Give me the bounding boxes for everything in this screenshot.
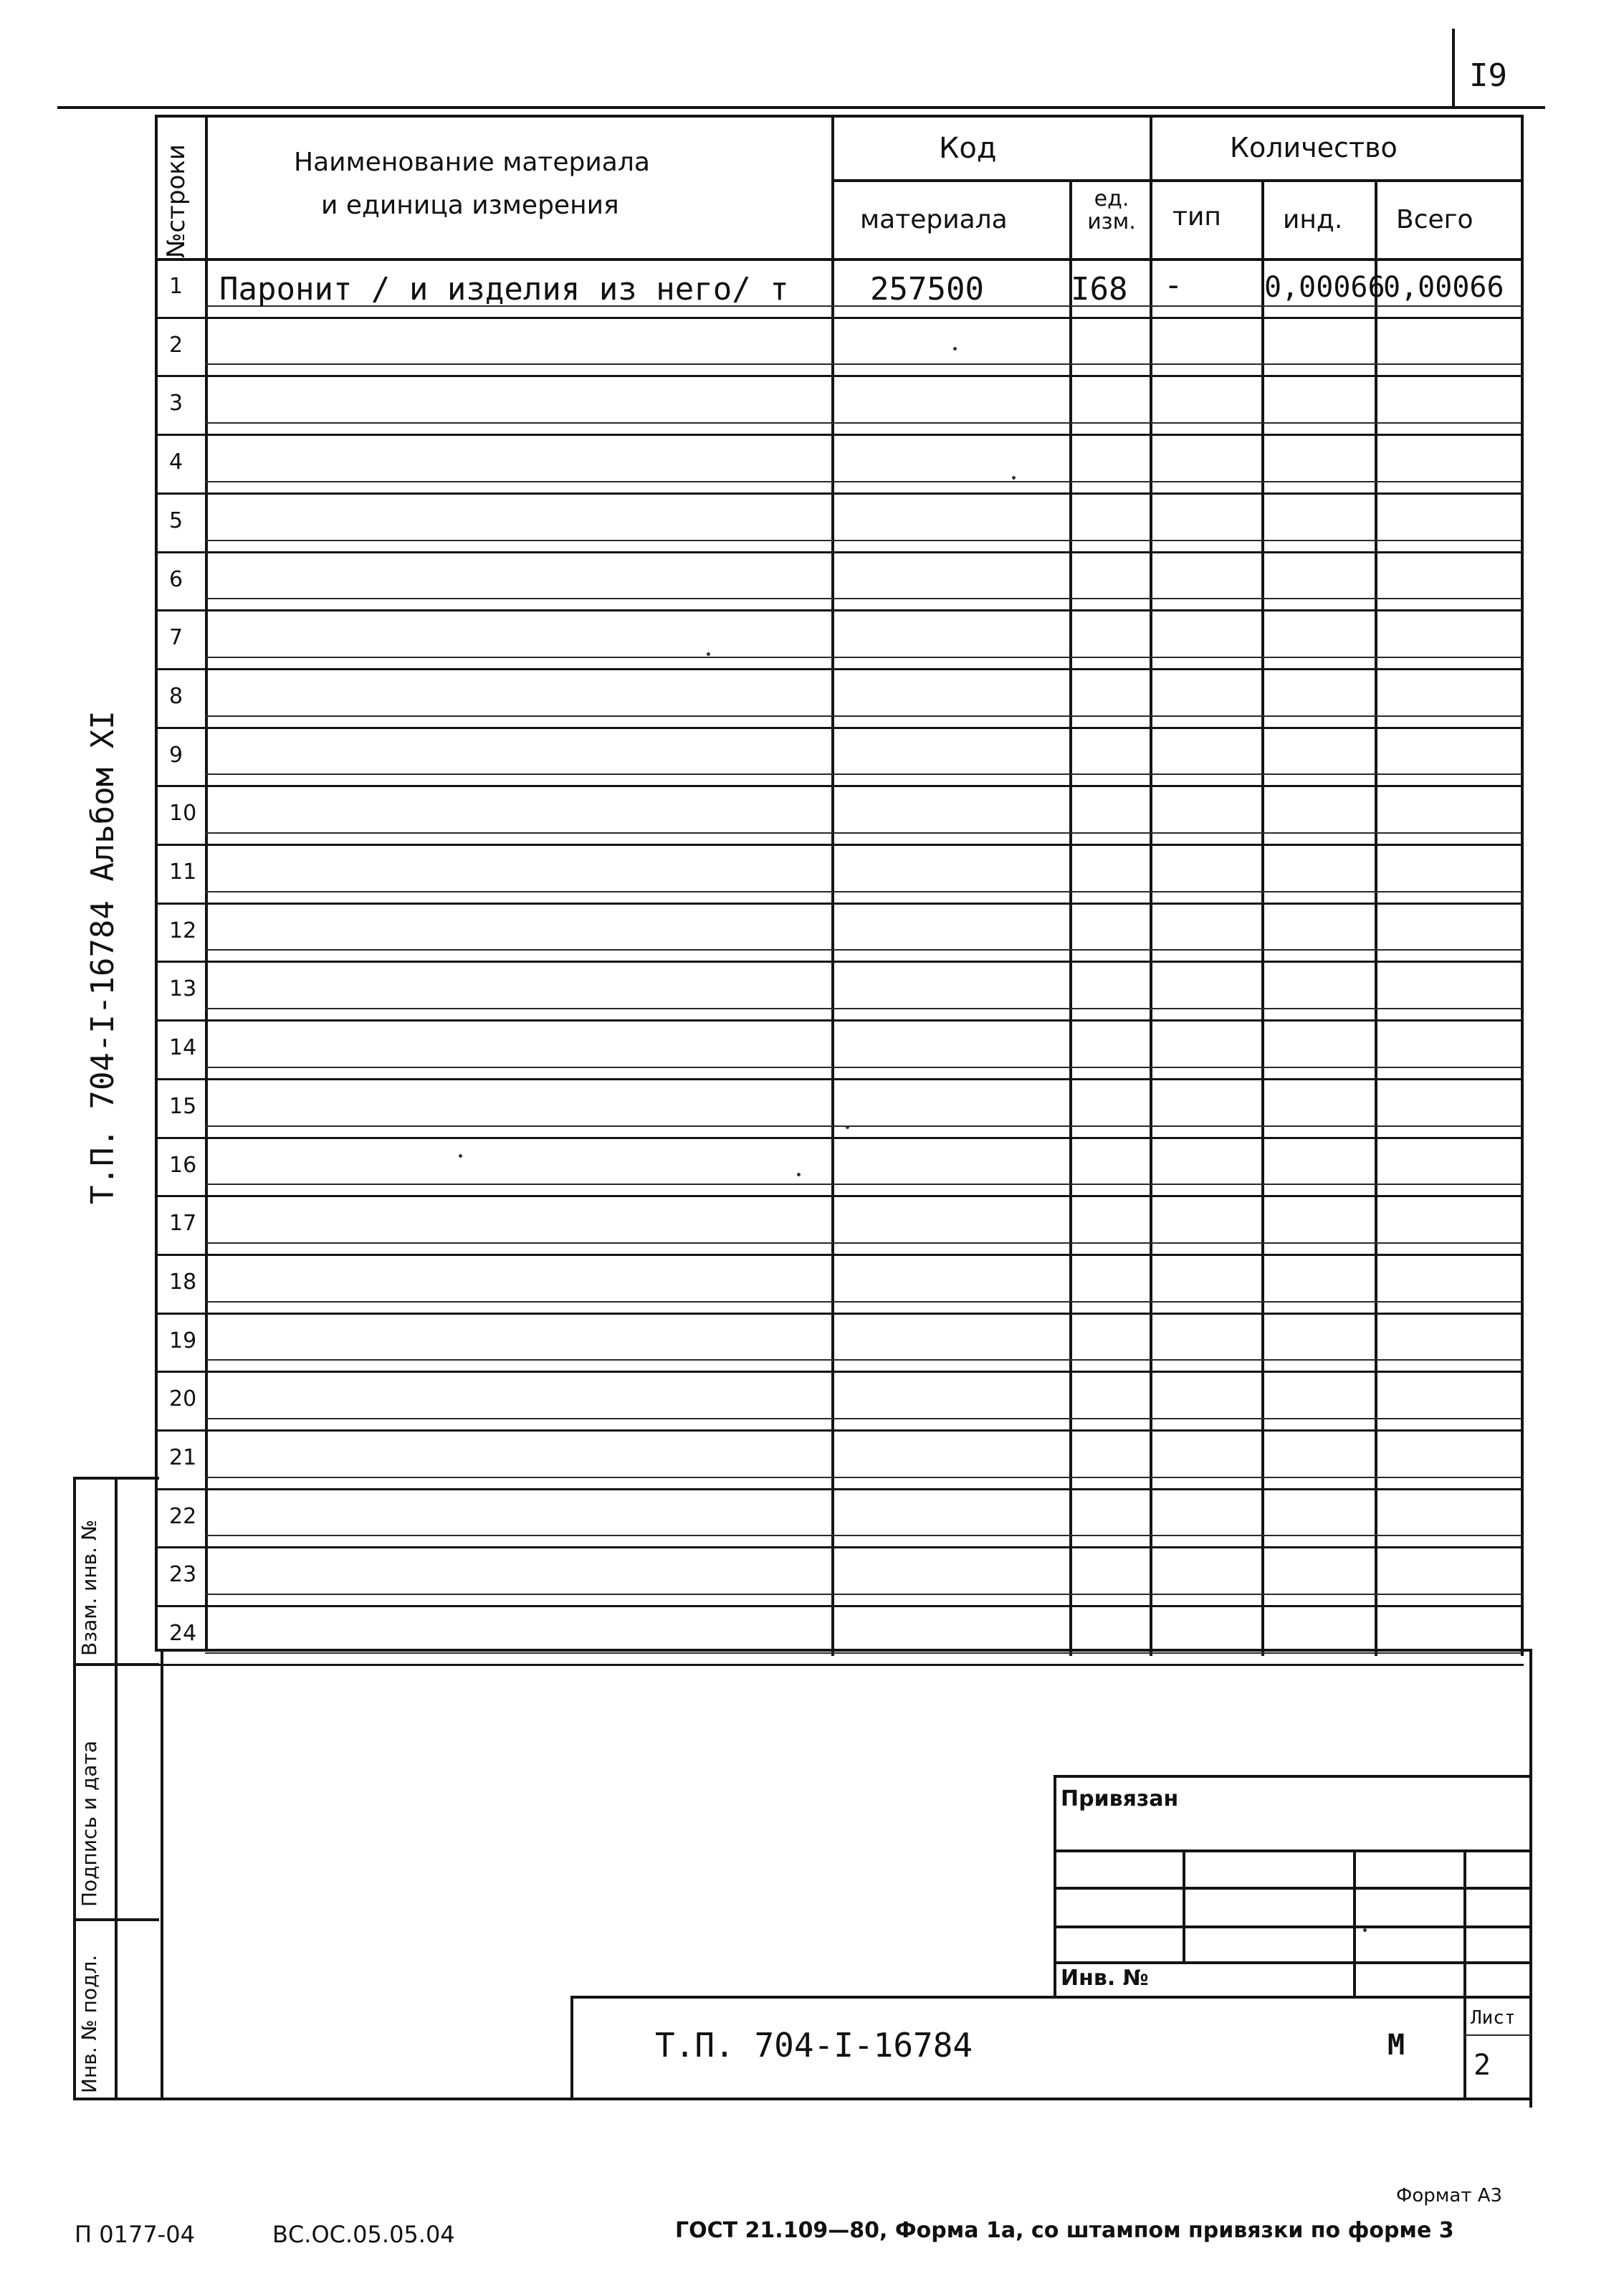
row-divider xyxy=(155,609,1524,611)
row-divider xyxy=(155,317,1524,319)
row-subrule xyxy=(205,1477,1521,1478)
row-divider xyxy=(155,844,1524,846)
row-number: 6 xyxy=(169,567,183,592)
stamp-letter: М xyxy=(1387,2029,1405,2062)
row-number: 23 xyxy=(169,1562,197,1587)
row-1-total: 0,00066 xyxy=(1383,271,1504,304)
stamp-title: Т.П. 704-I-16784 xyxy=(655,2026,973,2065)
row-subrule xyxy=(205,598,1521,599)
row-number: 21 xyxy=(169,1445,197,1470)
margin-podpis: Подпись и дата xyxy=(77,1741,101,1907)
row-subrule xyxy=(205,891,1521,892)
margin-inv-podl: Инв. № подл. xyxy=(77,1954,101,2093)
row-subrule xyxy=(205,540,1521,541)
row-subrule xyxy=(205,949,1521,951)
header-code: Код xyxy=(939,132,997,165)
row-number: 4 xyxy=(169,449,183,475)
bind-stamp-row2 xyxy=(1054,1887,1529,1890)
row-subrule xyxy=(205,1184,1521,1185)
row-subrule xyxy=(205,1594,1521,1595)
stamp-inv-no: Инв. № xyxy=(1061,1966,1149,1991)
bind-stamp-col2 xyxy=(1353,1849,1356,1997)
margin-stamp-top xyxy=(73,1477,159,1480)
bind-stamp-col3 xyxy=(1463,1849,1466,1997)
header-code-material: материала xyxy=(860,205,1008,234)
row-number: 13 xyxy=(169,976,197,1001)
margin-stamp-left xyxy=(73,1477,76,2100)
row-divider xyxy=(155,492,1524,495)
row-number: 18 xyxy=(169,1270,197,1295)
bind-stamp-col1 xyxy=(1183,1849,1185,1961)
row-subrule xyxy=(205,773,1521,775)
scan-speck xyxy=(953,347,957,351)
row-number: 14 xyxy=(169,1035,197,1060)
scan-speck xyxy=(1363,1928,1367,1932)
row-divider xyxy=(155,668,1524,670)
table-top-border xyxy=(155,115,1524,118)
header-bottom-line xyxy=(155,258,1524,261)
scan-speck xyxy=(1012,476,1016,480)
margin-stamp-mid xyxy=(115,1477,118,2100)
row-number: 5 xyxy=(169,508,183,533)
row-divider xyxy=(155,1488,1524,1490)
row-1-type: - xyxy=(1164,267,1183,303)
row-divider xyxy=(155,375,1524,377)
bind-stamp-top xyxy=(1054,1775,1529,1778)
col-sep-code xyxy=(1069,179,1072,1656)
row-number: 16 xyxy=(169,1153,197,1178)
row-subrule xyxy=(205,363,1521,365)
col-sep-type xyxy=(1261,179,1264,1656)
row-number: 20 xyxy=(169,1386,197,1411)
row-number: 3 xyxy=(169,391,183,416)
row-number: 15 xyxy=(169,1094,197,1119)
row-divider xyxy=(155,551,1524,553)
row-subrule xyxy=(205,1301,1521,1303)
footer-format: Формат А3 xyxy=(1396,2185,1503,2206)
stamp-sheet-label: Лист xyxy=(1471,2007,1516,2029)
header-quantity: Количество xyxy=(1230,132,1398,163)
col-sep-name xyxy=(831,115,834,1656)
row-1-ind: 0,00066 xyxy=(1264,271,1385,304)
header-split-line xyxy=(831,179,1521,182)
row-subrule xyxy=(205,832,1521,834)
header-qty-total: Всего xyxy=(1396,205,1473,234)
row-number: 8 xyxy=(169,684,183,709)
row-divider xyxy=(155,1254,1524,1256)
row-1-unit: I68 xyxy=(1071,271,1128,308)
row-number: 1 xyxy=(169,274,183,299)
row-divider xyxy=(155,1546,1524,1548)
bind-stamp-row1 xyxy=(1054,1849,1529,1852)
row-subrule xyxy=(205,1008,1521,1009)
row-1-code: 257500 xyxy=(870,271,984,308)
table-bottom-line xyxy=(155,1649,1531,1652)
row-divider xyxy=(155,1429,1524,1432)
title-block-sheet-sep xyxy=(1463,1996,1466,2100)
page-number: I9 xyxy=(1469,57,1507,94)
row-number: 9 xyxy=(169,743,183,768)
scan-speck xyxy=(797,1173,801,1176)
row-divider xyxy=(155,903,1524,905)
page-top-line xyxy=(57,106,1455,109)
row-divider xyxy=(155,1019,1524,1022)
title-block-top xyxy=(570,1996,1531,1999)
header-name-line2: и единица измерения xyxy=(321,191,619,220)
table-right-border xyxy=(1521,115,1524,1656)
row-divider xyxy=(155,785,1524,787)
row-number: 22 xyxy=(169,1504,197,1529)
margin-vzam: Взам. инв. № xyxy=(77,1519,101,1656)
table-left-border xyxy=(155,115,158,1649)
header-code-unit: ед. изм. xyxy=(1087,186,1136,234)
row-subrule xyxy=(205,1067,1521,1068)
row-subrule xyxy=(205,1418,1521,1419)
row-subrule xyxy=(205,715,1521,717)
stamp-sheet-value: 2 xyxy=(1473,2049,1491,2082)
stamp-privyazan: Привязан xyxy=(1061,1786,1179,1811)
frame-right-lower xyxy=(1529,1649,1532,2108)
row-number: 24 xyxy=(169,1621,197,1646)
row-subrule xyxy=(205,1535,1521,1536)
footer-mid-code: ВС.ОС.05.05.04 xyxy=(272,2221,455,2248)
row-subrule xyxy=(205,1242,1521,1244)
row-subrule xyxy=(205,422,1521,424)
page-number-box-left xyxy=(1452,29,1455,108)
row-divider xyxy=(155,1664,1524,1666)
row-divider xyxy=(155,434,1524,436)
row-number: 7 xyxy=(169,625,183,650)
header-qty-type: тип xyxy=(1172,202,1221,232)
page-number-box-bottom xyxy=(1452,106,1545,109)
frame-bottom-line xyxy=(73,2098,1532,2100)
row-subrule xyxy=(205,1125,1521,1127)
header-name-line1: Наименование материала xyxy=(294,148,650,177)
side-title: Т.П. 704-I-16784 Альбом XI xyxy=(85,710,121,1204)
row-subrule xyxy=(205,1359,1521,1361)
row-divider xyxy=(155,961,1524,963)
header-row-no: №строки xyxy=(162,144,191,258)
row-divider xyxy=(155,1078,1524,1080)
row-divider xyxy=(155,1313,1524,1315)
row-divider xyxy=(155,1195,1524,1197)
row-subrule xyxy=(205,1652,1521,1654)
row-divider xyxy=(155,1137,1524,1139)
bind-stamp-row3 xyxy=(1054,1925,1529,1928)
header-qty-ind: инд. xyxy=(1283,205,1343,234)
bind-stamp-row4 xyxy=(1054,1961,1529,1964)
col-sep-unit xyxy=(1150,115,1152,1656)
row-number: 10 xyxy=(169,801,197,826)
row-number: 19 xyxy=(169,1328,197,1353)
margin-stamp-sep1 xyxy=(73,1663,159,1666)
sheet-label-line xyxy=(1463,2034,1531,2036)
footer-gost: ГОСТ 21.109—80, Форма 1а, со штампом привязки по форме 3 xyxy=(675,2218,1454,2243)
scan-speck xyxy=(707,652,710,656)
col-sep-ind xyxy=(1375,179,1377,1656)
row-number: 11 xyxy=(169,860,197,885)
margin-stamp-sep2 xyxy=(73,1918,159,1921)
row-divider xyxy=(155,1605,1524,1607)
row-number: 17 xyxy=(169,1211,197,1236)
title-block-left xyxy=(570,1996,573,2100)
row-1-name: Паронит / и изделия из него/ т xyxy=(219,271,789,308)
row-number: 12 xyxy=(169,918,197,943)
row-divider xyxy=(155,727,1524,729)
footer-left-code: П 0177-04 xyxy=(75,2221,195,2248)
row-subrule xyxy=(205,481,1521,482)
frame-left-lower xyxy=(161,1649,163,2100)
row-divider xyxy=(155,1371,1524,1373)
scan-speck xyxy=(846,1125,849,1129)
scan-speck xyxy=(459,1154,462,1158)
row-number: 2 xyxy=(169,333,183,358)
row-subrule xyxy=(205,657,1521,658)
